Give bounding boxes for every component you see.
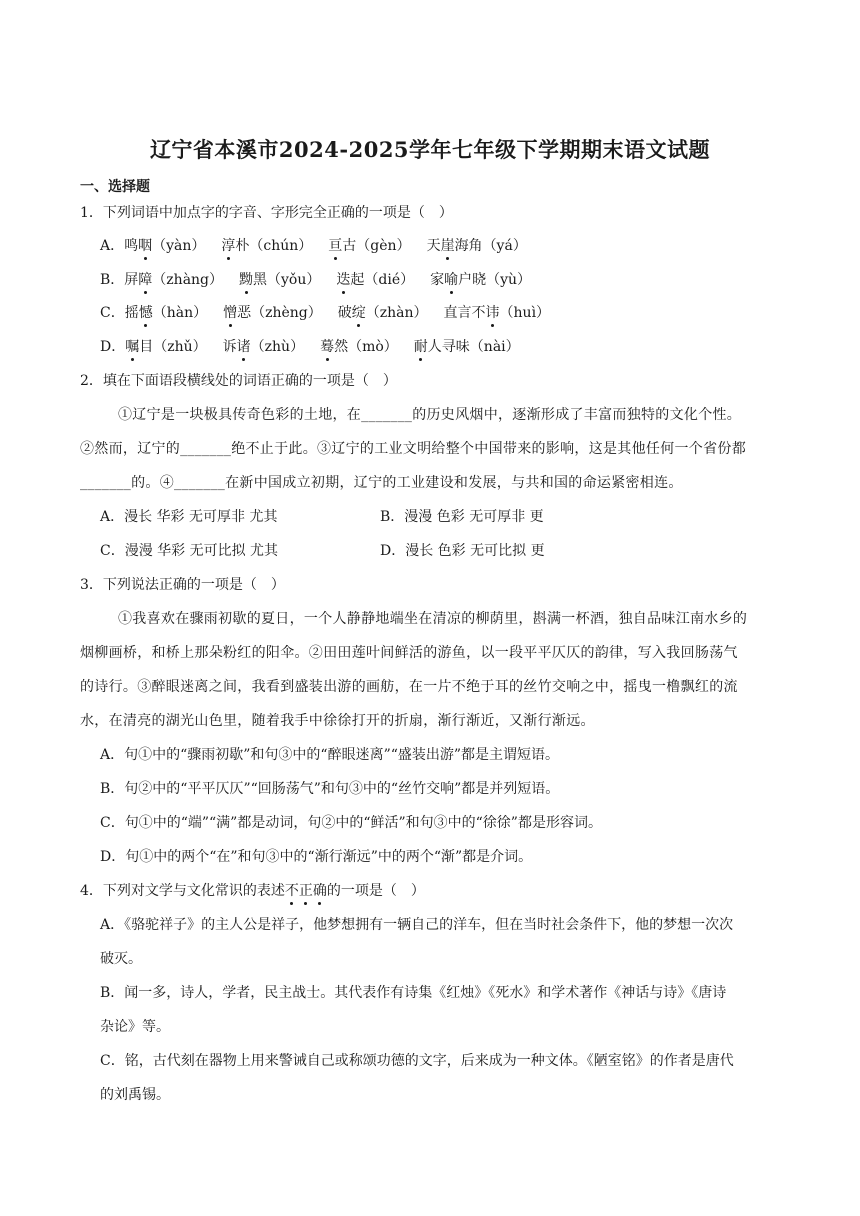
dotted-char: 诸 bbox=[236, 339, 251, 355]
dotted-char: 黝 bbox=[239, 272, 254, 288]
question-3-option-d[interactable]: D．句①中的两个“在”和句③中的“渐行渐远”中的两个“渐”都是介词。 bbox=[100, 849, 533, 865]
question-2-passage-line: ①辽宁是一块极具传奇色彩的土地，在_______的历史风烟中，逐渐形成了丰富而独特的文化个性。 bbox=[118, 407, 742, 423]
dotted-char: 憾 bbox=[138, 305, 153, 321]
section-heading: 一、选择题 bbox=[80, 179, 150, 195]
dotted-char: 咽 bbox=[138, 238, 153, 254]
dotted-char: 淳 bbox=[221, 238, 236, 254]
question-1-option-c[interactable]: C．摇憾（hàn） 憎恶（zhèng） 破绽（zhàn） 直言不讳（huì） bbox=[100, 305, 551, 321]
question-3-passage-line: 水，在清亮的湖光山色里，随着我手中徐徐打开的折扇，渐行渐近，又渐行渐远。 bbox=[80, 713, 595, 729]
emphasis-word: 不正确 bbox=[284, 883, 327, 899]
question-2-stem: 2．填在下面语段横线处的词语正确的一项是（ ） bbox=[80, 373, 397, 389]
dotted-char: 障 bbox=[138, 272, 153, 288]
dotted-char: 耐 bbox=[413, 339, 428, 355]
question-2-option-b[interactable]: B．漫漫 色彩 无可厚非 更 bbox=[380, 509, 544, 525]
question-2-passage-line: _______的。④_______在新中国成立初期，辽宁的工业建设和发展，与共和国的命运紧密相连。 bbox=[80, 475, 683, 491]
question-4-option-a-cont: 破灭。 bbox=[100, 951, 142, 967]
dotted-char: 喻 bbox=[444, 272, 459, 288]
question-4-option-c[interactable]: C．铭，古代刻在器物上用来警诫自己或称颂功德的文字，后来成为一种文体。《陋室铭》的作者是唐代 bbox=[100, 1053, 734, 1069]
question-1-stem: 1．下列词语中加点字的字音、字形完全正确的一项是（ ） bbox=[80, 205, 453, 221]
dotted-char: 亘 bbox=[328, 238, 343, 254]
question-3-passage-line: 烟柳画桥，和桥上那朵粉红的阳伞。②田田莲叶间鲜活的游鱼，以一段平平仄仄的韵律，写入我回肠荡气 bbox=[80, 645, 738, 661]
question-4-option-a[interactable]: A．《骆驼祥子》的主人公是祥子，他梦想拥有一辆自己的洋车，但在当时社会条件下，他的梦想一次次 bbox=[100, 917, 734, 933]
page-title: 辽宁省本溪市2024-2025学年七年级下学期期末语文试题 bbox=[149, 137, 711, 162]
question-1-option-d[interactable]: D．嘱目（zhǔ） 诉诸（zhù） 蓦然（mò） 耐人寻味（nài） bbox=[100, 339, 520, 355]
dotted-char: 蓦 bbox=[320, 339, 335, 355]
question-3-stem: 3．下列说法正确的一项是（ ） bbox=[80, 577, 285, 593]
dotted-char: 讳 bbox=[485, 305, 500, 321]
question-3-option-b[interactable]: B．句②中的“平平仄仄”“回肠荡气”和句③中的“丝竹交响”都是并列短语。 bbox=[100, 781, 560, 797]
question-2-option-d[interactable]: D．漫长 色彩 无可比拟 更 bbox=[380, 543, 545, 559]
question-4-option-b[interactable]: B．闻一多，诗人，学者，民主战士。其代表作有诗集《红烛》《死水》和学术著作《神话与诗》《唐诗 bbox=[100, 985, 727, 1001]
dotted-char: 绽 bbox=[351, 305, 366, 321]
question-4-stem: 4．下列对文学与文化常识的表述不正确的一项是（ ） bbox=[80, 883, 425, 899]
dotted-char: 迭 bbox=[336, 272, 351, 288]
question-2-passage-line: ②然而，辽宁的_______绝不止于此。③辽宁的工业文明给整个中国带来的影响，这是其他任何一个省份都 bbox=[80, 441, 746, 457]
question-1-option-b[interactable]: B．屏障（zhàng） 黝黑（yǒu） 迭起（dié） 家喻户晓（yù） bbox=[100, 272, 532, 288]
question-3-option-c[interactable]: C．句①中的“端”“满”都是动词，句②中的“鲜活”和句③中的“徐徐”都是形容词。 bbox=[100, 815, 602, 831]
question-4-option-c-cont: 的刘禹锡。 bbox=[100, 1087, 170, 1103]
question-3-option-a[interactable]: A．句①中的“骤雨初歇”和句③中的“醉眼迷离”“盛装出游”都是主谓短语。 bbox=[100, 747, 560, 763]
dotted-char: 嘱 bbox=[125, 339, 140, 355]
dotted-char: 憎 bbox=[223, 305, 238, 321]
question-3-passage-line: ①我喜欢在骤雨初歇的夏日，一个人静静地端坐在清凉的柳荫里，斟满一杯酒，独自品味江南水乡的 bbox=[118, 611, 748, 627]
question-2-option-a[interactable]: A．漫长 华彩 无可厚非 尤其 bbox=[100, 509, 278, 525]
question-3-passage-line: 的诗行。③醉眼迷离之间，我看到盛装出游的画舫，在一片不绝于耳的丝竹交响之中，摇曳一橹飘红的流 bbox=[80, 679, 738, 695]
question-2-option-c[interactable]: C．漫漫 华彩 无可比拟 尤其 bbox=[100, 543, 279, 559]
question-1-option-a[interactable]: A．鸣咽（yàn） 淳朴（chún） 亘古（gèn） 天崖海角（yá） bbox=[100, 238, 527, 254]
question-4-option-b-cont: 杂论》等。 bbox=[100, 1019, 170, 1035]
dotted-char: 崖 bbox=[440, 238, 455, 254]
